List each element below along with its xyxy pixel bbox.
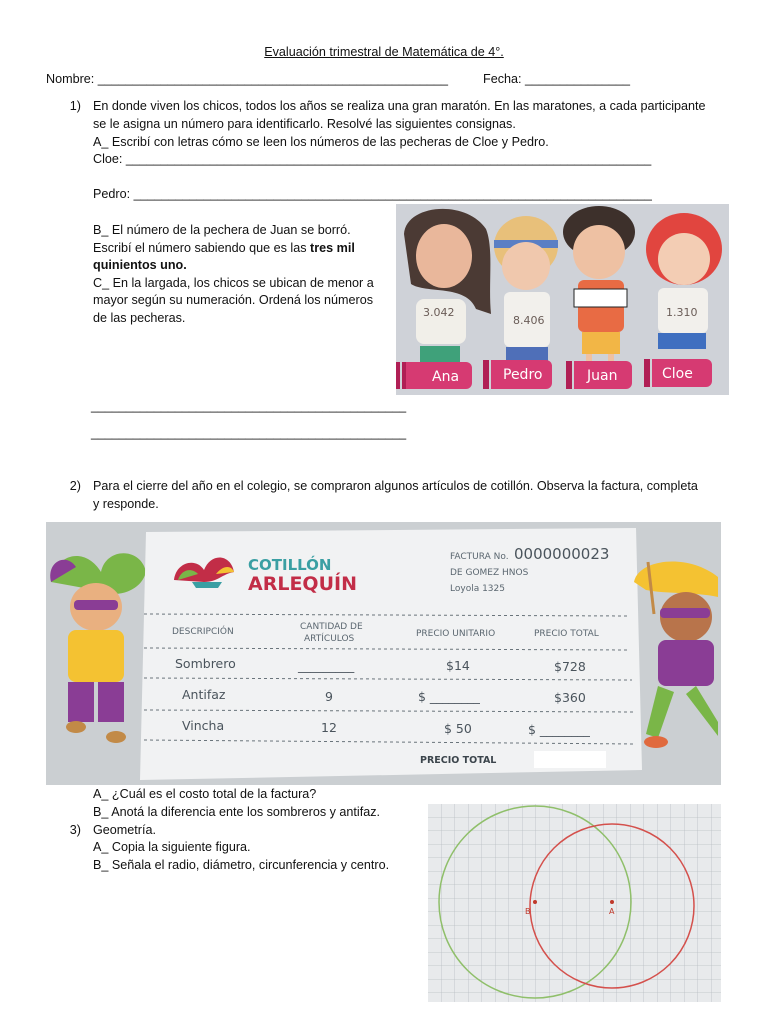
row-2-description: Antifaz [182,687,226,702]
cloe-figure [646,213,722,349]
row-3-description: Vincha [182,718,225,733]
header-quantity-2: ARTÍCULOS [304,634,355,644]
q1-intro-line-1: En donde viven los chicos, todos los años se realiza una gran maratón. En las maratones, a cada participante [93,99,706,113]
row-2-total: $360 [554,690,586,705]
q3-title: Geometría. [93,823,156,837]
invoice-picture [46,522,721,785]
q2-b-question: B_ Anotá la diferencia ente los sombreros y antifaz. [93,805,381,819]
company-address: Loyola 1325 [450,584,505,594]
juan-name-tag [566,361,632,389]
question-1-number: 1) [69,99,81,113]
ana-name-tag [396,362,472,389]
name-field-line[interactable]: Nombre: __________________________________________________ [46,72,448,86]
q3-b-instruction: B_ Señala el radio, diámetro, circunferencia y centro. [93,858,390,872]
q1-a-instruction: A_ Escribí con letras cómo se leen los números de las pecheras de Cloe y Pedro. [93,135,549,149]
q1-b-bold-1: tres mil [310,241,355,255]
pedro-bib-number: 8.406 [513,314,545,327]
date-field-line[interactable]: Fecha: _______________ [483,72,631,86]
q1-b-bold-2: quinientos uno. [93,258,187,272]
point-a [610,900,614,904]
page-title: Evaluación trimestral de Matemática de 4°. [264,45,504,59]
row-1-quantity-blank: _________ [298,658,355,673]
q3-a-instruction: A_ Copia la siguiente figura. [93,840,251,854]
cloe-answer-line[interactable]: Cloe: ___________________________________________________________________________ [93,152,652,166]
row-3-unit-price: $ 50 [444,721,472,736]
question-2-number: 2) [69,479,81,493]
q1-c-line-3: de las pecheras. [93,311,186,325]
runners-illustration [396,204,729,395]
factura-number: 0000000023 [514,545,610,563]
cloe-name-tag [644,359,712,387]
q1-b-line-1: B_ El número de la pechera de Juan se borró. [93,223,351,237]
q1-intro-line-2: se le asigna un número para identificarlo. Resolvé las siguientes consignas. [93,117,516,131]
total-label: PRECIO TOTAL [420,755,497,766]
juan-label: Juan [587,368,618,384]
pedro-answer-line[interactable]: Pedro: __________________________________________________________________________ [93,187,652,201]
row-3-quantity: 12 [321,720,337,735]
ana-bib-number: 3.042 [423,306,455,319]
juan-bib-blank [574,289,627,307]
header-total-price: PRECIO TOTAL [534,629,599,639]
cloe-bib-number: 1.310 [666,306,698,319]
order-answer-line-2[interactable]: _____________________________________________ [91,426,407,440]
q1-b-line-2 [93,240,355,258]
row-1-unit-price: $14 [446,658,470,673]
pedro-figure [494,216,558,367]
factura-label: FACTURA No. [450,552,509,562]
point-b-label: B [525,907,531,916]
cloe-label: Cloe [662,366,693,382]
header-description: DESCRIPCIÓN [172,627,234,637]
q1-c-line-2: mayor según su numeración. Ordená los números [93,293,374,307]
total-blank-box [534,751,606,768]
q2-intro-line-1: Para el cierre del año en el colegio, se compraron algunos artículos de cotillón. Observa la factura, completa [93,479,698,493]
pedro-name-tag [483,360,552,389]
row-1-description: Sombrero [175,656,236,671]
order-answer-line-1[interactable]: _____________________________________________ [91,399,407,413]
q2-intro-line-2: y responde. [93,497,159,511]
ana-figure [404,209,491,366]
row-2-quantity: 9 [325,689,333,704]
q1-c-line-1: C_ En la largada, los chicos se ubican de menor a [93,276,374,290]
row-3-total-blank: $ ________ [528,722,590,737]
row-2-unit-price-blank: $ ________ [418,689,480,704]
row-1-total: $728 [554,659,586,674]
jester-right-figure [634,562,718,748]
ana-label: Ana [432,369,460,385]
brand-top: COTILLÓN [248,556,332,574]
header-unit-price: PRECIO UNITARIO [416,629,496,639]
pedro-label: Pedro [503,367,543,383]
circles-figure [428,804,721,1002]
q1-b-text: Escribí el número sabiendo que es las [93,241,311,255]
point-b [533,900,537,904]
brand-bottom: ARLEQUÍN [248,573,357,595]
header-quantity-1: CANTIDAD DE [300,622,363,632]
company-name: DE GOMEZ HNOS [450,568,529,578]
point-a-label: A [609,907,615,916]
q2-a-question: A_ ¿Cuál es el costo total de la factura? [93,787,317,801]
jester-left-figure [50,553,146,743]
question-3-number: 3) [69,823,81,837]
